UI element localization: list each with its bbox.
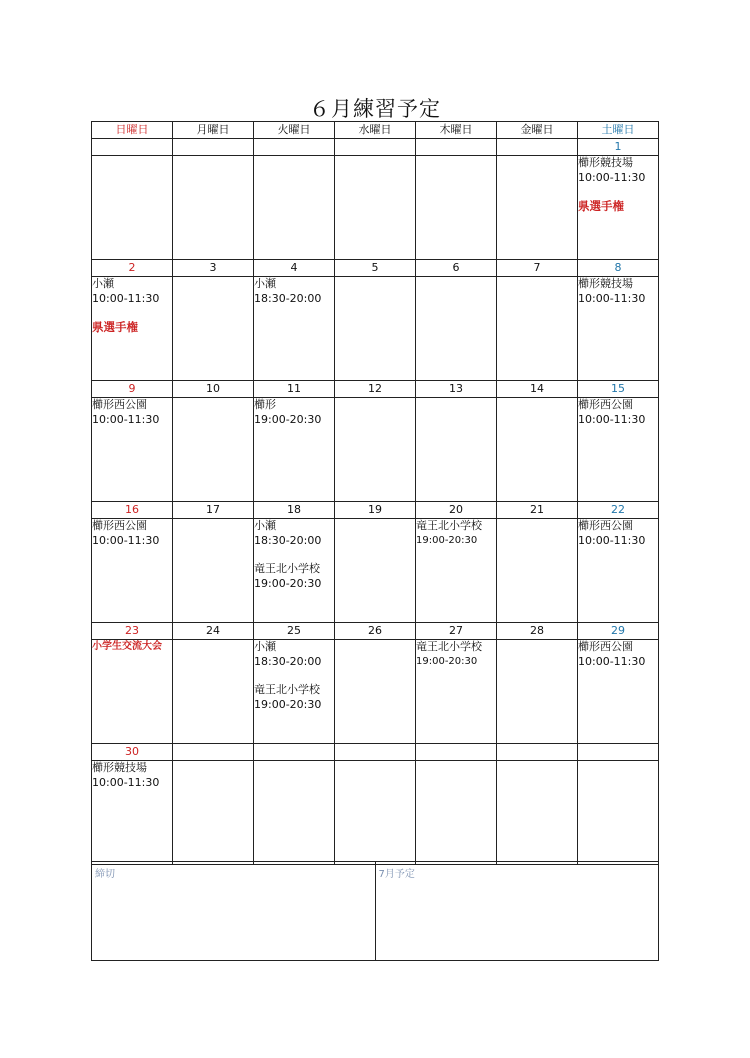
- event-time: 19:00-20:30: [416, 534, 478, 546]
- day-cell: [173, 277, 254, 381]
- date-number: 16: [92, 502, 173, 519]
- week-4-events-row: [92, 519, 659, 623]
- date-number: 27: [416, 623, 497, 640]
- deadline-label: 締切: [95, 869, 115, 880]
- day-cell: [254, 640, 335, 744]
- date-number: 1: [578, 139, 659, 156]
- date-number: 29: [578, 623, 659, 640]
- date-number: 5: [335, 260, 416, 277]
- date-number: 26: [335, 623, 416, 640]
- day-cell: [416, 640, 497, 744]
- week-3-date-row: [92, 381, 659, 398]
- date-number: 14: [497, 381, 578, 398]
- day-cell: [416, 156, 497, 260]
- event-time: 19:00-20:30: [416, 655, 478, 667]
- event-time: 18:30-20:00: [254, 291, 322, 305]
- event-place: 竜王北小学校: [254, 562, 320, 575]
- day-cell: [92, 761, 173, 865]
- event-time: 18:30-20:00: [254, 654, 322, 668]
- event-time: 10:00-11:30: [92, 412, 160, 426]
- event-place: 小瀬: [254, 519, 276, 532]
- week-6-events-row: [92, 761, 659, 865]
- day-cell: [578, 519, 659, 623]
- event-time: 19:00-20:30: [254, 412, 322, 426]
- weekday-friday: 金曜日: [497, 122, 578, 139]
- week-5-events-row: [92, 640, 659, 744]
- date-number: 15: [578, 381, 659, 398]
- event-note: 県選手権: [578, 199, 624, 213]
- day-cell: [92, 519, 173, 623]
- event-place: 櫛形: [254, 398, 276, 411]
- event-time: 19:00-20:30: [254, 697, 322, 711]
- date-number: [173, 139, 254, 156]
- event-time: 10:00-11:30: [578, 170, 646, 184]
- event-time: 10:00-11:30: [92, 775, 160, 789]
- day-cell: [497, 277, 578, 381]
- event-time: 10:00-11:30: [578, 654, 646, 668]
- event-place: 竜王北小学校: [416, 640, 482, 653]
- date-number: 4: [254, 260, 335, 277]
- event-place: 櫛形西公園: [92, 519, 147, 532]
- event-place: 竜王北小学校: [254, 683, 320, 696]
- event-time: 10:00-11:30: [92, 533, 160, 547]
- day-cell: [173, 761, 254, 865]
- date-number: 22: [578, 502, 659, 519]
- event-place: 櫛形競技場: [578, 156, 633, 169]
- day-cell: [416, 277, 497, 381]
- event-place: 櫛形競技場: [578, 277, 633, 290]
- event-time: 10:00-11:30: [578, 291, 646, 305]
- week-5-date-row: [92, 623, 659, 640]
- event-place: 櫛形西公園: [578, 519, 633, 532]
- week-1-events-row: [92, 156, 659, 260]
- event-place: 櫛形西公園: [92, 398, 147, 411]
- weekday-saturday: 土曜日: [578, 122, 659, 139]
- notes-table: [91, 861, 659, 961]
- weekday-thursday: 木曜日: [416, 122, 497, 139]
- event-place: 小瀬: [254, 640, 276, 653]
- date-number: 20: [416, 502, 497, 519]
- date-number: 24: [173, 623, 254, 640]
- week-1-date-row: [92, 139, 659, 156]
- date-number: [92, 139, 173, 156]
- day-cell: [497, 398, 578, 502]
- event-time: 18:30-20:00: [254, 533, 322, 547]
- event-place: 櫛形西公園: [578, 398, 633, 411]
- date-number: 18: [254, 502, 335, 519]
- date-number: [335, 744, 416, 761]
- date-number: 25: [254, 623, 335, 640]
- day-cell: [335, 156, 416, 260]
- weekday-wednesday: 水曜日: [335, 122, 416, 139]
- event-place: 櫛形西公園: [578, 640, 633, 653]
- day-cell: [92, 398, 173, 502]
- day-cell: [335, 277, 416, 381]
- event-place: 小瀬: [92, 277, 114, 290]
- date-number: 19: [335, 502, 416, 519]
- date-number: 28: [497, 623, 578, 640]
- date-number: [416, 744, 497, 761]
- day-cell: [497, 640, 578, 744]
- day-cell: [173, 519, 254, 623]
- date-number: 13: [416, 381, 497, 398]
- day-cell: [497, 761, 578, 865]
- page-title: ６月練習予定: [309, 97, 441, 121]
- weekday-tuesday: 火曜日: [254, 122, 335, 139]
- day-cell: [173, 156, 254, 260]
- date-number: 9: [92, 381, 173, 398]
- day-cell: [578, 761, 659, 865]
- date-number: [497, 139, 578, 156]
- day-cell: [335, 398, 416, 502]
- date-number: 6: [416, 260, 497, 277]
- date-number: 3: [173, 260, 254, 277]
- date-number: 17: [173, 502, 254, 519]
- date-number: 10: [173, 381, 254, 398]
- event-note: 県選手権: [92, 320, 138, 334]
- date-number: [173, 744, 254, 761]
- event-time: 10:00-11:30: [578, 412, 646, 426]
- july-plan-box: [375, 862, 659, 961]
- day-cell: [416, 761, 497, 865]
- day-cell: [578, 398, 659, 502]
- day-cell: [254, 519, 335, 623]
- day-cell: [497, 519, 578, 623]
- event-time: 19:00-20:30: [254, 576, 322, 590]
- day-cell: [578, 156, 659, 260]
- day-cell: [254, 398, 335, 502]
- spacer: [578, 185, 658, 199]
- date-number: [254, 139, 335, 156]
- date-number: 2: [92, 260, 173, 277]
- week-3-events-row: [92, 398, 659, 502]
- date-number: [497, 744, 578, 761]
- day-cell: [92, 640, 173, 744]
- date-number: [335, 139, 416, 156]
- date-number: 23: [92, 623, 173, 640]
- day-cell: [578, 277, 659, 381]
- calendar-table: [91, 121, 659, 865]
- date-number: 30: [92, 744, 173, 761]
- day-cell: [92, 277, 173, 381]
- day-cell: [92, 156, 173, 260]
- date-number: 8: [578, 260, 659, 277]
- day-cell: [335, 640, 416, 744]
- event-time: 10:00-11:30: [578, 533, 646, 547]
- event-note: 小学生交流大会: [92, 641, 162, 652]
- day-cell: [254, 761, 335, 865]
- day-cell: [254, 277, 335, 381]
- day-cell: [335, 519, 416, 623]
- day-cell: [335, 761, 416, 865]
- weekday-monday: 月曜日: [173, 122, 254, 139]
- date-number: 7: [497, 260, 578, 277]
- week-4-date-row: [92, 502, 659, 519]
- spacer: [254, 548, 334, 562]
- day-cell: [254, 156, 335, 260]
- day-cell: [497, 156, 578, 260]
- date-number: [416, 139, 497, 156]
- date-number: 11: [254, 381, 335, 398]
- event-place: 小瀬: [254, 277, 276, 290]
- weekday-sunday: 日曜日: [92, 122, 173, 139]
- day-cell: [173, 640, 254, 744]
- spacer: [92, 306, 172, 320]
- deadline-notes-box: [92, 862, 376, 961]
- event-time: 10:00-11:30: [92, 291, 160, 305]
- event-place: 櫛形競技場: [92, 761, 147, 774]
- date-number: [254, 744, 335, 761]
- july-plan-label: 7月予定: [378, 869, 415, 880]
- event-place: 竜王北小学校: [416, 519, 482, 532]
- date-number: 12: [335, 381, 416, 398]
- spacer: [254, 669, 334, 683]
- day-cell: [416, 398, 497, 502]
- day-cell: [416, 519, 497, 623]
- date-number: 21: [497, 502, 578, 519]
- week-2-date-row: [92, 260, 659, 277]
- day-cell: [173, 398, 254, 502]
- date-number: [578, 744, 659, 761]
- week-2-events-row: [92, 277, 659, 381]
- day-cell: [578, 640, 659, 744]
- weekday-header-row: [92, 122, 659, 139]
- week-6-date-row: [92, 744, 659, 761]
